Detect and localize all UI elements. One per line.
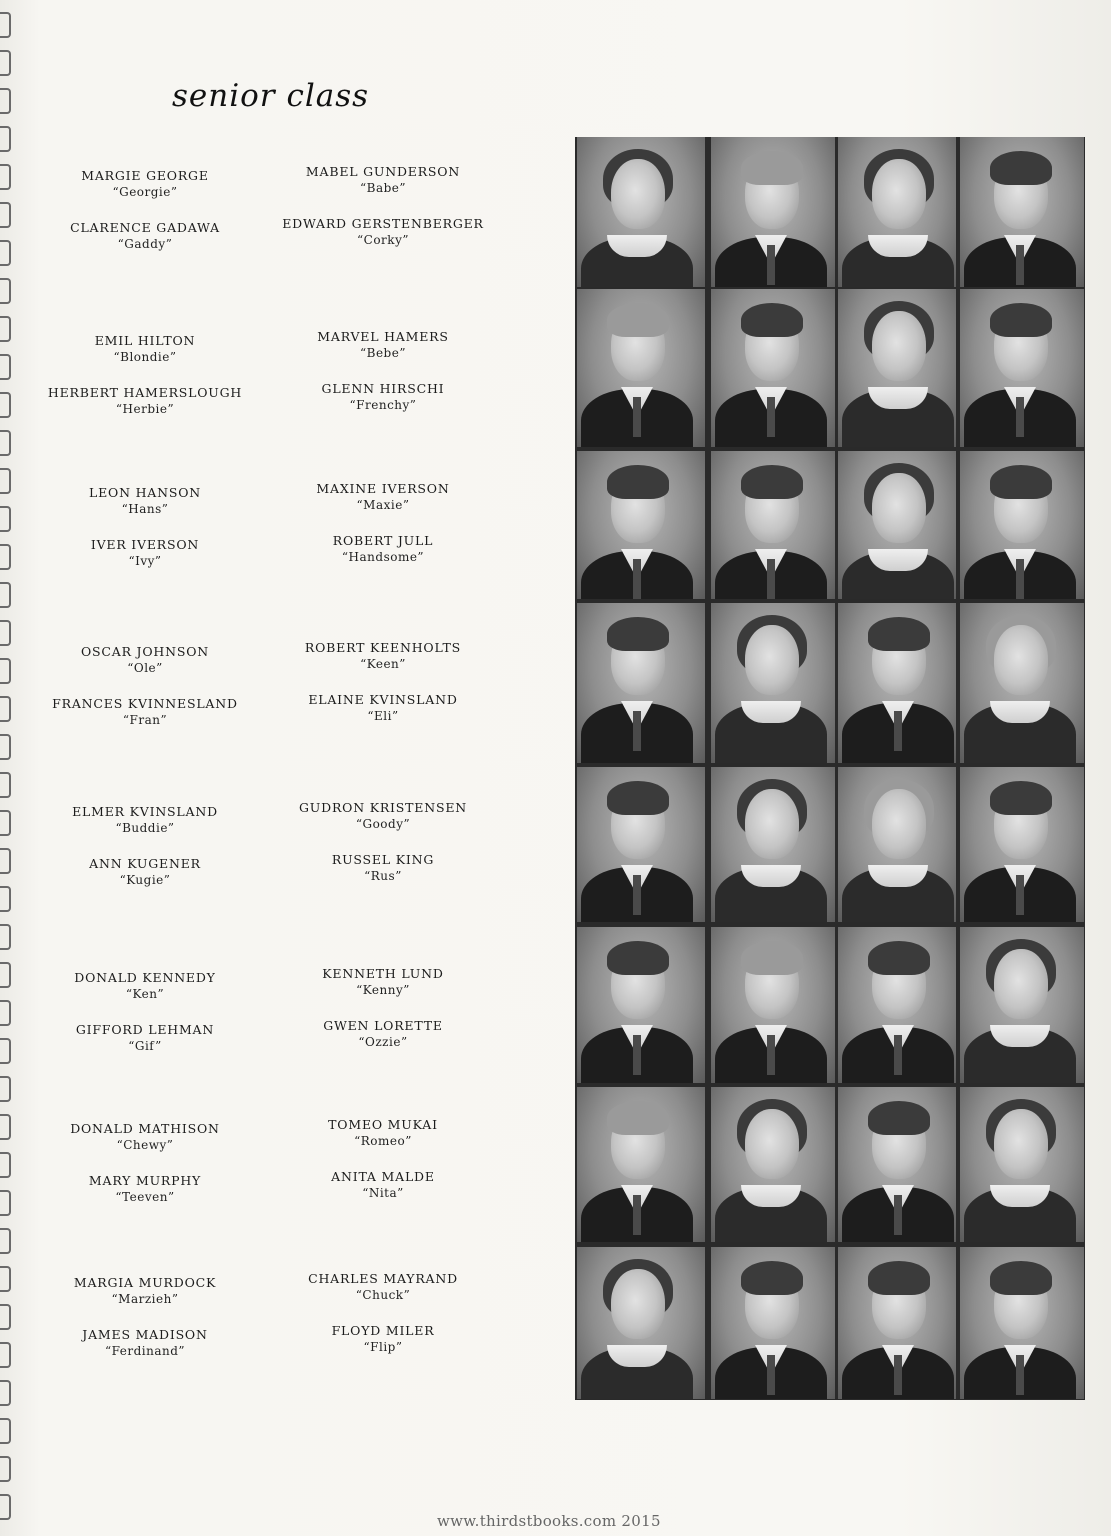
student-name: GIFFORD LEHMAN [75, 1022, 215, 1037]
student-portrait [960, 1247, 1084, 1399]
student-nickname: “Keen” [360, 657, 406, 671]
student-nickname: “Chewy” [116, 1138, 174, 1152]
student-portrait [711, 451, 835, 599]
portrait-hair [741, 941, 803, 975]
student-nickname: “Fran” [122, 713, 168, 727]
binding-ring [0, 202, 11, 228]
student-nickname: “Ole” [127, 661, 163, 675]
footer-watermark: www.thirdstbooks.com 2015 [437, 1512, 661, 1530]
page-title: senior class [172, 78, 370, 114]
student-nickname: “Blondie” [113, 350, 177, 364]
student-name: KENNETH LUND [322, 966, 444, 981]
portrait-tie [767, 559, 775, 599]
student-name: ROBERT KEENHOLTS [304, 640, 462, 655]
student-entry [20, 644, 270, 676]
binding-ring [0, 1038, 11, 1064]
student-portrait [711, 289, 835, 447]
name-row [20, 800, 560, 924]
student-name: ROBERT JULL [332, 533, 434, 548]
student-portrait [711, 927, 835, 1083]
binding-ring [0, 240, 11, 266]
student-portrait [577, 927, 705, 1083]
student-entry [258, 1018, 508, 1050]
student-entry [20, 220, 270, 252]
student-portrait [960, 767, 1084, 922]
portrait-hair [868, 941, 930, 975]
student-name: MARGIE GEORGE [81, 168, 209, 183]
portrait-hair [868, 617, 930, 651]
student-portrait [838, 289, 956, 447]
student-portrait [960, 927, 1084, 1083]
student-name: DONALD KENNEDY [74, 970, 216, 985]
student-name: MABEL GUNDERSON [305, 164, 461, 179]
portrait-head [872, 159, 926, 229]
student-nickname: “Marzieh” [111, 1292, 179, 1306]
binding-ring [0, 506, 11, 532]
student-portrait [577, 137, 705, 287]
name-row [20, 481, 560, 605]
student-entry [258, 329, 508, 361]
student-entry [20, 1327, 270, 1359]
student-entry [20, 333, 270, 365]
student-name: OSCAR JOHNSON [80, 644, 210, 659]
names-column [20, 164, 560, 1388]
student-entry [258, 852, 508, 884]
student-entry [258, 481, 508, 513]
student-entry [258, 533, 508, 565]
student-name: ANITA MALDE [331, 1169, 435, 1184]
binding-ring [0, 1114, 11, 1140]
photo-grid [575, 137, 1085, 1400]
name-row [20, 329, 560, 453]
student-name: ANN KUGENER [89, 856, 201, 871]
portrait-hair [607, 781, 669, 815]
binding-ring [0, 962, 11, 988]
binding-ring [0, 620, 11, 646]
student-portrait [960, 1087, 1084, 1242]
portrait-hair [990, 465, 1052, 499]
binding-ring [0, 544, 11, 570]
student-portrait [838, 1087, 956, 1242]
binding-ring [0, 354, 11, 380]
student-name: CLARENCE GADAWA [70, 220, 220, 235]
student-portrait [711, 603, 835, 763]
student-nickname: “Babe” [359, 181, 407, 195]
portrait-head [611, 159, 665, 229]
portrait-tie [767, 397, 775, 437]
student-name: HERBERT HAMERSLOUGH [47, 385, 243, 400]
binding-ring [0, 658, 11, 684]
binding-ring [0, 1190, 11, 1216]
binding-ring [0, 1380, 11, 1406]
student-entry [258, 1117, 508, 1149]
portrait-tie [633, 1035, 641, 1075]
portrait-tie [767, 1355, 775, 1395]
student-entry [20, 804, 270, 836]
binding-ring [0, 1152, 11, 1178]
portrait-head [745, 625, 799, 695]
binding-ring [0, 772, 11, 798]
binding-ring [0, 468, 11, 494]
student-portrait [960, 603, 1084, 763]
binding-ring [0, 1418, 11, 1444]
portrait-head [745, 789, 799, 859]
portrait-head [611, 1269, 665, 1339]
student-entry [20, 537, 270, 569]
portrait-tie [633, 875, 641, 915]
student-nickname: “Buddie” [115, 821, 175, 835]
student-nickname: “Bebe” [360, 346, 406, 360]
portrait-hair [990, 151, 1052, 185]
student-portrait [577, 289, 705, 447]
portrait-tie [767, 1035, 775, 1075]
student-name: GLENN HIRSCHI [321, 381, 445, 396]
student-portrait [838, 603, 956, 763]
student-name: LEON HANSON [89, 485, 201, 500]
portrait-head [872, 311, 926, 381]
student-name: ELMER KVINSLAND [72, 804, 218, 819]
student-nickname: “Ken” [125, 987, 165, 1001]
student-portrait [838, 137, 956, 287]
student-nickname: “Goody” [355, 817, 411, 831]
binding-ring [0, 1304, 11, 1330]
binding-ring [0, 50, 11, 76]
portrait-tie [633, 1195, 641, 1235]
portrait-hair [741, 151, 803, 185]
student-entry [258, 692, 508, 724]
student-nickname: “Rus” [364, 869, 402, 883]
portrait-tie [633, 559, 641, 599]
student-nickname: “Hans” [121, 502, 169, 516]
student-name: DONALD MATHISON [70, 1121, 220, 1136]
binding-ring [0, 1494, 11, 1520]
binding-ring [0, 316, 11, 342]
student-portrait [960, 289, 1084, 447]
student-nickname: “Romeo” [354, 1134, 412, 1148]
student-nickname: “Handsome” [341, 550, 425, 564]
student-portrait [960, 137, 1084, 287]
portrait-hair [741, 303, 803, 337]
student-name: GWEN LORETTE [323, 1018, 443, 1033]
student-entry [20, 168, 270, 200]
student-entry [258, 1169, 508, 1201]
student-name: MARGIA MURDOCK [73, 1275, 217, 1290]
student-portrait [838, 1247, 956, 1399]
binding-ring [0, 430, 11, 456]
student-entry [20, 385, 270, 417]
student-portrait [577, 603, 705, 763]
portrait-tie [1016, 559, 1024, 599]
student-portrait [960, 451, 1084, 599]
student-portrait [711, 1247, 835, 1399]
student-nickname: “Nita” [362, 1186, 404, 1200]
student-portrait [711, 137, 835, 287]
portrait-hair [607, 941, 669, 975]
portrait-hair [607, 465, 669, 499]
portrait-tie [633, 711, 641, 751]
student-name: MARVEL HAMERS [317, 329, 449, 344]
portrait-head [994, 949, 1048, 1019]
portrait-hair [607, 617, 669, 651]
student-nickname: “Herbie” [115, 402, 175, 416]
student-portrait [838, 451, 956, 599]
student-entry [20, 1022, 270, 1054]
student-name: IVER IVERSON [90, 537, 200, 552]
student-entry [20, 696, 270, 728]
portrait-tie [894, 1195, 902, 1235]
student-nickname: “Georgie” [112, 185, 178, 199]
student-entry [20, 1173, 270, 1205]
binding-ring [0, 1000, 11, 1026]
student-entry [258, 966, 508, 998]
student-entry [258, 640, 508, 672]
student-name: EDWARD GERSTENBERGER [282, 216, 484, 231]
binding-ring [0, 88, 11, 114]
student-portrait [577, 451, 705, 599]
student-entry [258, 216, 508, 248]
binding-ring [0, 924, 11, 950]
binding-ring [0, 886, 11, 912]
portrait-hair [990, 781, 1052, 815]
portrait-head [872, 789, 926, 859]
student-portrait [838, 767, 956, 922]
student-name: TOMEO MUKAI [328, 1117, 438, 1132]
student-entry [20, 1275, 270, 1307]
portrait-tie [894, 711, 902, 751]
portrait-tie [1016, 1355, 1024, 1395]
student-nickname: “Kugie” [119, 873, 171, 887]
student-name: GUDRON KRISTENSEN [299, 800, 467, 815]
portrait-head [994, 1109, 1048, 1179]
name-row [20, 966, 560, 1090]
student-portrait [838, 927, 956, 1083]
portrait-hair [607, 303, 669, 337]
name-row [20, 1117, 560, 1241]
binding-ring [0, 848, 11, 874]
student-portrait [711, 767, 835, 922]
student-entry [20, 1121, 270, 1153]
binding-ring [0, 126, 11, 152]
student-name: FLOYD MILER [331, 1323, 435, 1338]
student-portrait [577, 1087, 705, 1242]
binding-ring [0, 582, 11, 608]
binding-ring [0, 810, 11, 836]
portrait-tie [1016, 875, 1024, 915]
portrait-hair [741, 1261, 803, 1295]
student-entry [258, 164, 508, 196]
student-nickname: “Ivy” [128, 554, 162, 568]
student-name: EMIL HILTON [94, 333, 196, 348]
binding-ring [0, 164, 11, 190]
student-nickname: “Frenchy” [349, 398, 417, 412]
student-name: CHARLES MAYRAND [308, 1271, 458, 1286]
binding-ring [0, 1456, 11, 1482]
portrait-hair [868, 1261, 930, 1295]
student-nickname: “Maxie” [356, 498, 410, 512]
portrait-hair [607, 1101, 669, 1135]
student-nickname: “Corky” [357, 233, 409, 247]
student-nickname: “Teeven” [115, 1190, 175, 1204]
student-nickname: “Ferdinand” [104, 1344, 186, 1358]
student-entry [20, 970, 270, 1002]
student-entry [258, 800, 508, 832]
binding-ring [0, 696, 11, 722]
student-nickname: “Gaddy” [117, 237, 173, 251]
student-nickname: “Kenny” [356, 983, 410, 997]
binding-ring [0, 12, 11, 38]
student-name: MARY MURPHY [88, 1173, 202, 1188]
binding-ring [0, 1076, 11, 1102]
student-name: RUSSEL KING [331, 852, 435, 867]
student-entry [258, 1323, 508, 1355]
student-nickname: “Eli” [367, 709, 399, 723]
portrait-tie [894, 1035, 902, 1075]
student-name: ELAINE KVINSLAND [308, 692, 458, 707]
student-portrait [711, 1087, 835, 1242]
student-entry [258, 1271, 508, 1303]
student-name: MAXINE IVERSON [316, 481, 450, 496]
binding-ring [0, 392, 11, 418]
student-nickname: “Ozzie” [358, 1035, 408, 1049]
student-entry [20, 856, 270, 888]
binding-ring [0, 1342, 11, 1368]
student-nickname: “Chuck” [355, 1288, 411, 1302]
portrait-hair [868, 1101, 930, 1135]
portrait-tie [767, 245, 775, 285]
portrait-tie [894, 1355, 902, 1395]
portrait-hair [741, 465, 803, 499]
binding-ring [0, 278, 11, 304]
name-row [20, 164, 560, 288]
student-portrait [577, 767, 705, 922]
student-name: JAMES MADISON [82, 1327, 208, 1342]
student-portrait [577, 1247, 705, 1399]
spiral-binding [0, 0, 14, 1536]
portrait-head [745, 1109, 799, 1179]
portrait-hair [990, 303, 1052, 337]
student-entry [20, 485, 270, 517]
binding-ring [0, 1266, 11, 1292]
portrait-tie [633, 397, 641, 437]
student-entry [258, 381, 508, 413]
student-nickname: “Gif” [128, 1039, 162, 1053]
portrait-hair [990, 1261, 1052, 1295]
student-name: FRANCES KVINNESLAND [52, 696, 238, 711]
name-row [20, 1271, 560, 1395]
portrait-tie [1016, 397, 1024, 437]
portrait-head [994, 625, 1048, 695]
student-nickname: “Flip” [363, 1340, 403, 1354]
binding-ring [0, 734, 11, 760]
binding-ring [0, 1228, 11, 1254]
portrait-tie [1016, 245, 1024, 285]
portrait-head [872, 473, 926, 543]
name-row [20, 640, 560, 764]
